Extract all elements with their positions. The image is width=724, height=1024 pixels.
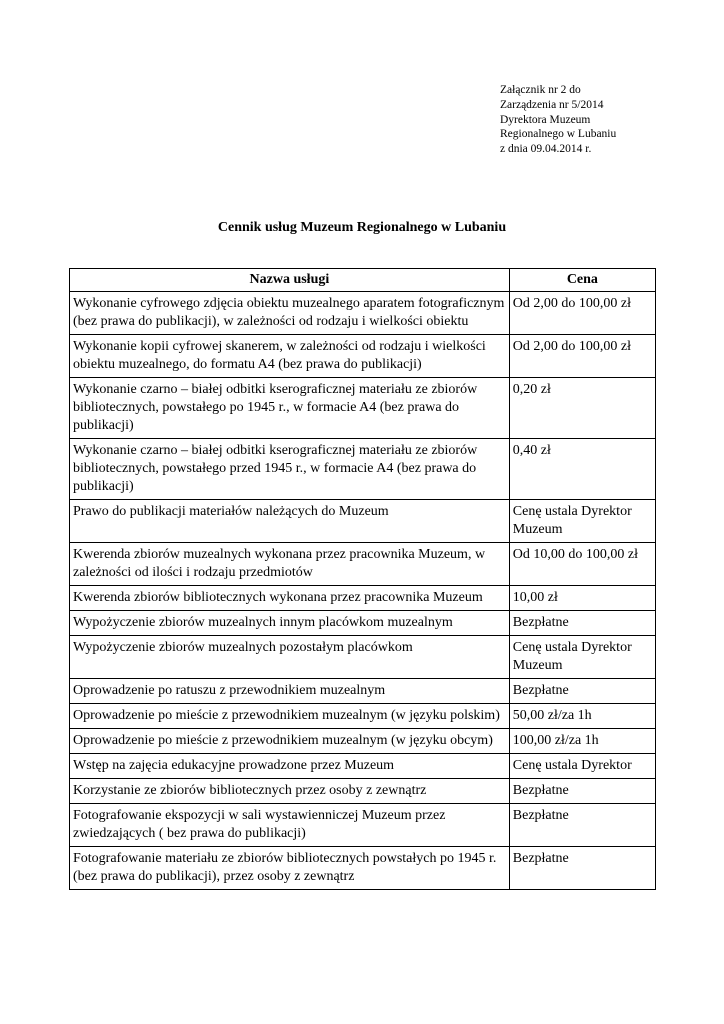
price-cell: 0,40 zł bbox=[509, 439, 655, 500]
service-name-cell: Wypożyczenie zbiorów muzealnych innym placówkom muzealnym bbox=[70, 611, 510, 636]
header-service-name: Nazwa usługi bbox=[70, 269, 510, 292]
service-name-cell: Wykonanie kopii cyfrowej skanerem, w zależności od rodzaju i wielkości obiektu muzealnego, do formatu A4 (bez prawa do publikacji) bbox=[70, 335, 510, 378]
table-row bbox=[70, 543, 656, 586]
table-row bbox=[70, 378, 656, 439]
table-row bbox=[70, 292, 656, 335]
price-cell: Od 10,00 do 100,00 zł bbox=[509, 543, 655, 586]
table-row bbox=[70, 335, 656, 378]
service-name-cell: Oprowadzenie po mieście z przewodnikiem muzealnym (w języku obcym) bbox=[70, 729, 510, 754]
table-row bbox=[70, 586, 656, 611]
service-name-cell: Wykonanie czarno – białej odbitki kserograficznej materiału ze zbiorów bibliotecznych, powstałego po 1945 r., w formacie A4 (bez prawa do publikacji) bbox=[70, 378, 510, 439]
service-name-cell: Wykonanie cyfrowego zdjęcia obiektu muzealnego aparatem fotograficznym (bez prawa do publikacji), w zależności od rodzaju i wielkości obiektu bbox=[70, 292, 510, 335]
price-cell: Bezpłatne bbox=[509, 611, 655, 636]
price-cell: Bezpłatne bbox=[509, 779, 655, 804]
document-title: Cennik usług Muzeum Regionalnego w Lubaniu bbox=[217, 220, 507, 235]
price-cell: Cenę ustala Dyrektor Muzeum bbox=[509, 500, 655, 543]
service-name-cell: Oprowadzenie po mieście z przewodnikiem muzealnym (w języku polskim) bbox=[70, 704, 510, 729]
annex-line: z dnia 09.04.2014 r. bbox=[500, 143, 592, 156]
table-row bbox=[70, 636, 656, 679]
table-header-row bbox=[70, 269, 656, 292]
price-cell: Cenę ustala Dyrektor Muzeum bbox=[509, 636, 655, 679]
price-cell: 100,00 zł/za 1h bbox=[509, 729, 655, 754]
table-row bbox=[70, 500, 656, 543]
service-name-cell: Fotografowanie materiału ze zbiorów bibliotecznych powstałych po 1945 r. (bez prawa do publikacji), przez osoby z zewnątrz bbox=[70, 847, 510, 890]
service-name-cell: Korzystanie ze zbiorów bibliotecznych przez osoby z zewnątrz bbox=[70, 779, 510, 804]
price-cell: 10,00 zł bbox=[509, 586, 655, 611]
table-row bbox=[70, 704, 656, 729]
annex-line: Regionalnego w Lubaniu bbox=[500, 128, 617, 141]
price-cell: Bezpłatne bbox=[509, 804, 655, 847]
service-name-cell: Prawo do publikacji materiałów należących do Muzeum bbox=[70, 500, 510, 543]
service-name-cell: Kwerenda zbiorów bibliotecznych wykonana przez pracownika Muzeum bbox=[70, 586, 510, 611]
table-row bbox=[70, 729, 656, 754]
table-row bbox=[70, 754, 656, 779]
header-price: Cena bbox=[509, 269, 655, 292]
table-row bbox=[70, 779, 656, 804]
price-cell: 0,20 zł bbox=[509, 378, 655, 439]
annex-line: Załącznik nr 2 do bbox=[500, 84, 581, 96]
table-row bbox=[70, 679, 656, 704]
table-row bbox=[70, 439, 656, 500]
annex-note bbox=[500, 83, 616, 157]
price-cell: Bezpłatne bbox=[509, 847, 655, 890]
annex-line: Dyrektora Muzeum bbox=[500, 113, 591, 126]
price-list-table bbox=[69, 268, 656, 890]
annex-line: Zarządzenia nr 5/2014 bbox=[500, 98, 604, 111]
price-cell: 50,00 zł/za 1h bbox=[509, 704, 655, 729]
table-row bbox=[70, 804, 656, 847]
price-cell: Cenę ustala Dyrektor bbox=[509, 754, 655, 779]
service-name-cell: Oprowadzenie po ratuszu z przewodnikiem muzealnym bbox=[70, 679, 510, 704]
price-cell: Od 2,00 do 100,00 zł bbox=[509, 335, 655, 378]
service-name-cell: Fotografowanie ekspozycji w sali wystawienniczej Muzeum przez zwiedzających ( bez prawa do publikacji) bbox=[70, 804, 510, 847]
service-name-cell: Wykonanie czarno – białej odbitki kserograficznej materiału ze zbiorów bibliotecznych, powstałego przed 1945 r., w formacie A4 (bez prawa do publikacji) bbox=[70, 439, 510, 500]
price-cell: Od 2,00 do 100,00 zł bbox=[509, 292, 655, 335]
price-cell: Bezpłatne bbox=[509, 679, 655, 704]
service-name-cell: Wstęp na zajęcia edukacyjne prowadzone przez Muzeum bbox=[70, 754, 510, 779]
service-name-cell: Kwerenda zbiorów muzealnych wykonana przez pracownika Muzeum, w zależności od ilości i rodzaju przedmiotów bbox=[70, 543, 510, 586]
table-row bbox=[70, 611, 656, 636]
table-row bbox=[70, 847, 656, 890]
service-name-cell: Wypożyczenie zbiorów muzealnych pozostałym placówkom bbox=[70, 636, 510, 679]
